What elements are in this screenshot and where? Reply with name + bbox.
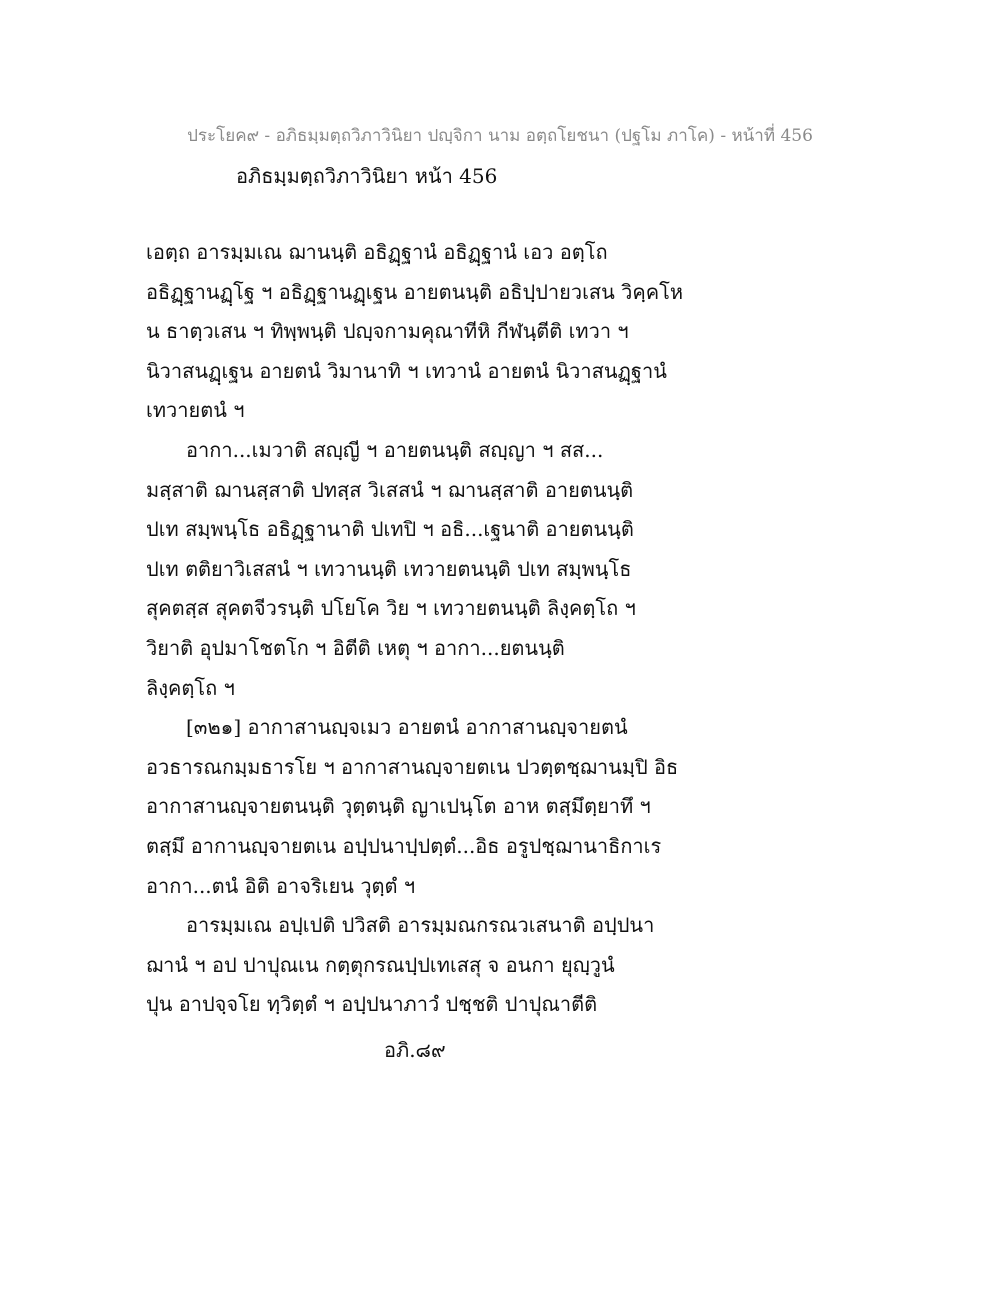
text-line: อธิฏฺฐานฏฺโฐ ฯ อธิฏฺฐานฏฺเฐน อายตนนฺติ อธิปฺปายวเสน วิคฺคโห [146,279,684,304]
text-line: อากาสานญฺจายตนนฺติ วุตฺตนฺติ ญาเปนฺโต อาห ตสฺมึตฺยาทึ ฯ [146,794,651,819]
text-line: นิวาสนฏฺเฐน อายตนํ วิมานาทิ ฯ เทวานํ อายตนํ นิวาสนฏฺฐานํ [146,358,667,383]
paragraph-start-line: อากา...เมวาติ สญฺญี ฯ อายตนนฺติ สญฺญา ฯ สส... [186,437,604,462]
text-line: น ธาตฺวเสน ฯ ทิพฺพนฺติ ปญฺจกามคุณาทีหิ กีฬนฺตีติ เทวา ฯ [146,319,629,344]
text-line: สุคตสฺส สุคตจีวรนฺติ ปโยโค วิย ฯ เทวายตนนฺติ ลิงฺคตฺโถ ฯ [146,596,636,621]
text-line: อวธารณกมฺมธารโย ฯ อากาสานญฺจายตเน ปวตฺตชฺฌานมฺปิ อิธ [146,754,679,779]
text-line: เทวายตนํ ฯ [146,398,245,423]
text-line: อากา...ตนํ อิติ อาจริเยน วุตฺตํ ฯ [146,873,416,898]
paragraph-start-line: [๓๒๑] อากาสานญฺจเมว อายตนํ อากาสานญฺจายตนํ [186,715,628,740]
paragraph-start-line: อารมฺมเณ อปฺเปติ ปวิสติ อารมฺมณกรณวเสนาติ อปฺปนา [186,913,655,938]
text-line: ฌานํ ฯ อป ปาปุณเน กตฺตุกรณปฺปเทเสสุ จ อนกา ยุญฺวูนํ [146,952,615,977]
text-line: ปุน อาปจฺจโย ทฺวิตฺตํ ฯ อปฺปนาภาวํ ปชฺชติ ปาปุณาตีติ [146,992,598,1017]
text-line: ตสฺมึ อากานญฺจายตเน อปฺปนาปฺปตฺตํ...อิธ อรูปชฺฌานาธิกาเร [146,833,662,858]
running-header: ประโยค๙ - อภิธมฺมตฺถวิภาวินิยา ปญฺจิกา นาม อตฺถโยชนา (ปฐโม ภาโค) - หน้าที่ 456 [187,126,813,146]
text-line: ปเท ตติยาวิเสสนํ ฯ เทวานนฺติ เทวายตนนฺติ ปเท สมฺพนฺโธ [146,556,632,581]
text-line: ปเท สมฺพนฺโธ อธิฏฺฐานาติ ปเทปิ ฯ อธิ...เฐนาติ อายตนนฺติ [146,517,634,542]
text-line: ลิงฺคตฺโถ ฯ [146,675,235,700]
page-footer-number: อภิ.๘๙ [384,1038,446,1062]
page-title: อภิธมฺมตฺถวิภาวินิยา หน้า 456 [236,164,498,188]
text-line: เอตฺถ อารมฺมเณ ฌานนฺติ อธิฏฺฐานํ อธิฏฺฐานํ เอว อตฺโถ [146,240,608,264]
text-line: วิยาติ อุปมาโชตโก ฯ อิตีติ เหตุ ฯ อากา...ยตนนฺติ [146,635,565,660]
text-line: มสฺสาติ ฌานสฺสาติ ปทสฺส วิเสสนํ ฯ ฌานสฺสาติ อายตนนฺติ [146,477,634,502]
body-text [146,233,706,1025]
